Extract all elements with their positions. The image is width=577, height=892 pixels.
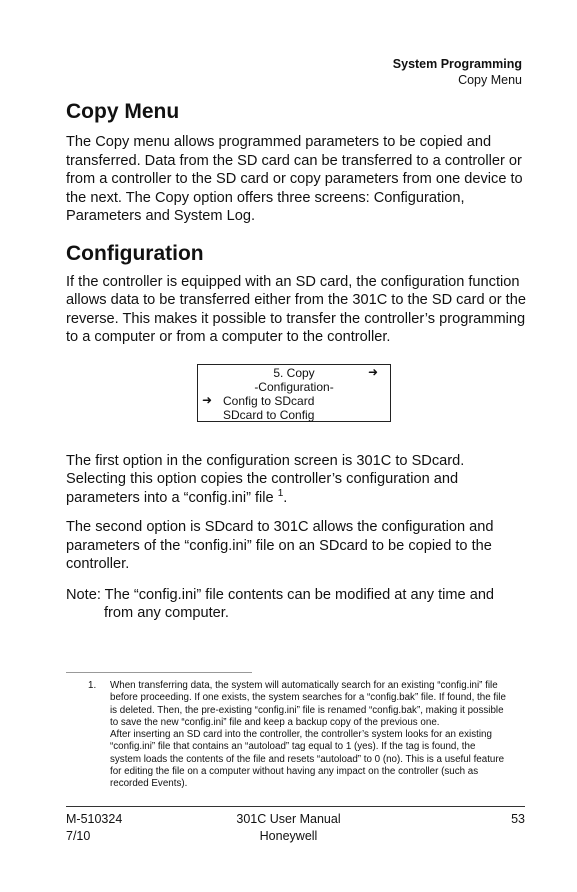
page-content: [66, 98, 526, 623]
footnote-number: 1.: [88, 680, 97, 691]
footer-divider: [66, 806, 525, 807]
screen-option-config-to-sdcard: Config to SDcard: [223, 393, 315, 408]
screen-menu-title: 5. Copy: [273, 365, 315, 380]
page-title: Copy Menu: [66, 100, 180, 123]
footer-center: [0, 811, 577, 845]
company-name: Honeywell: [259, 829, 318, 843]
arrow-right-icon: ➜: [367, 364, 378, 379]
page-header: [393, 56, 522, 88]
footnote-text-1: When transferring data, the system will automatically search for an existing “config.ini” file before proceeding. If one exists, the system searches for a “config.bak” file. If found, the file is deleted. Then, the pre-existing “config.ini” file is renamed “config.bak”, making it possible to save the new “config.ini” file and keep a backup copy of the previous one.: [110, 680, 506, 728]
doc-date: 7/10: [66, 829, 91, 843]
screen-line-1: [198, 366, 390, 380]
header-section: System Programming: [392, 57, 522, 71]
screen-line-2: -Configuration-: [254, 379, 334, 394]
first-option-text: The first option in the configuration screen is 301C to SDcard. Selecting this option copies the controller’s configuration and parameters into a “config.ini” file: [66, 452, 465, 506]
configuration-heading: Configuration: [66, 241, 204, 265]
screen-line-3: [198, 394, 390, 408]
selection-arrow-icon: ➜: [202, 392, 213, 407]
page-number: 53: [511, 812, 525, 826]
first-option-end: .: [283, 489, 288, 506]
footnote-text-2: After inserting an SD card into the controller, the controller’s system looks for an existing “config.ini” file that contains an “autoload” tag equal to 1 (yes). If the tag is found, the system loads the contents of the file and resets “autoload” to 0 (no). This is a useful feature for editing the file on a computer without having any impact on the controller (such as recorded Events).: [110, 729, 505, 790]
configuration-paragraph: If the controller is equipped with an SD card, the configuration function allows data to be transferred either from the 301C to the SD card or the reverse. This makes it possible to transfer the controller’s programming to a computer or from a computer to the controller.: [66, 273, 526, 345]
footnote: [90, 680, 508, 791]
second-option-paragraph: The second option is SDcard to 301C allows the configuration and parameters of the “config.ini” file on an SDcard to be copied to the controller.: [66, 519, 494, 572]
first-option-paragraph: [66, 452, 526, 508]
lcd-screen-figure: [197, 364, 391, 422]
screen-option-sdcard-to-config: SDcard to Config: [223, 407, 315, 422]
intro-paragraph: The Copy menu allows programmed parameters to be copied and transferred. Data from the SD card can be transferred to a controller or from a controller to the SD card or copy parameters from one device to the next. The Copy option offers three screens: Configuration, Parameters and System Log.: [66, 134, 523, 224]
footnote-divider: [66, 672, 252, 673]
doc-number: M-510324: [66, 812, 123, 826]
header-subsection: Copy Menu: [458, 73, 522, 87]
note: [66, 586, 526, 623]
manual-title: 301C User Manual: [236, 812, 341, 826]
footnote-reference: 1: [277, 487, 284, 499]
note-text: Note: The “config.ini” file contents can be modified at any time and from any computer.: [66, 586, 495, 621]
